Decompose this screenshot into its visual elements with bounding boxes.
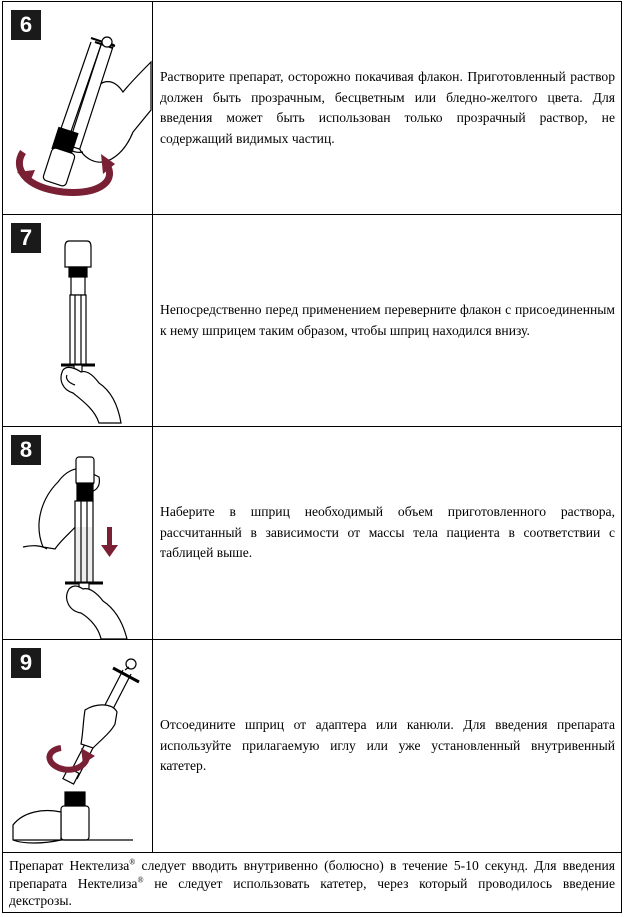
footer-text: [9, 857, 615, 910]
step-row: [3, 427, 621, 640]
step-instruction: Растворите препарат, осторожно покачивая флакон. Приготовленный раствор должен быть прозрачным, бесцветным или бледно-желтого цвета. Для введения может быть использован только прозрачный раствор, не содержащий видимых частиц.: [160, 69, 615, 146]
step-image-cell: [3, 2, 153, 214]
step-row: [3, 640, 621, 853]
step-image-cell: [3, 427, 153, 639]
step-text-cell: [154, 2, 621, 214]
step-number-badge: 7: [11, 223, 41, 253]
footer-part: следует вводить внутривенно (болюсно) в течение 5-10 секунд. Для введения препарата Нектелиза: [9, 858, 615, 891]
step-row: [3, 2, 621, 215]
registered-mark: ®: [137, 874, 144, 884]
footer-part: Препарат Нектелиза: [9, 858, 130, 873]
instruction-table: [2, 1, 622, 913]
step-text-cell: [154, 640, 621, 852]
swirl-vial-illustration: [3, 2, 153, 214]
invert-vial-illustration: [3, 215, 153, 426]
detach-syringe-illustration: [3, 640, 153, 852]
step-text-cell: [154, 427, 621, 639]
footer-part: не следует использовать катетер, через который проводилось введение декстрозы.: [9, 875, 615, 908]
step-number-badge: 9: [11, 648, 41, 678]
step-instruction: Отсоедините шприц от адаптера или канюли. Для введения препарата используйте прилагаемую иглу или уже установленный внутривенный катетер.: [160, 717, 615, 774]
step-row: [3, 215, 621, 427]
step-image-cell: [3, 640, 153, 852]
step-image-cell: [3, 215, 153, 426]
step-number-badge: 8: [11, 435, 41, 465]
step-number-badge: 6: [11, 10, 41, 40]
step-instruction: Наберите в шприц необходимый объем приготовленного раствора, рассчитанный в зависимости от массы тела пациента в соответствии с таблицей выше.: [160, 504, 615, 561]
step-instruction: Непосредственно перед применением переверните флакон с присоединенным к нему шприцем таким образом, чтобы шприц находился внизу.: [160, 302, 615, 338]
step-text-cell: [154, 215, 621, 426]
registered-mark: ®: [129, 857, 136, 867]
footer-note: [3, 853, 621, 912]
draw-solution-illustration: [3, 427, 153, 639]
